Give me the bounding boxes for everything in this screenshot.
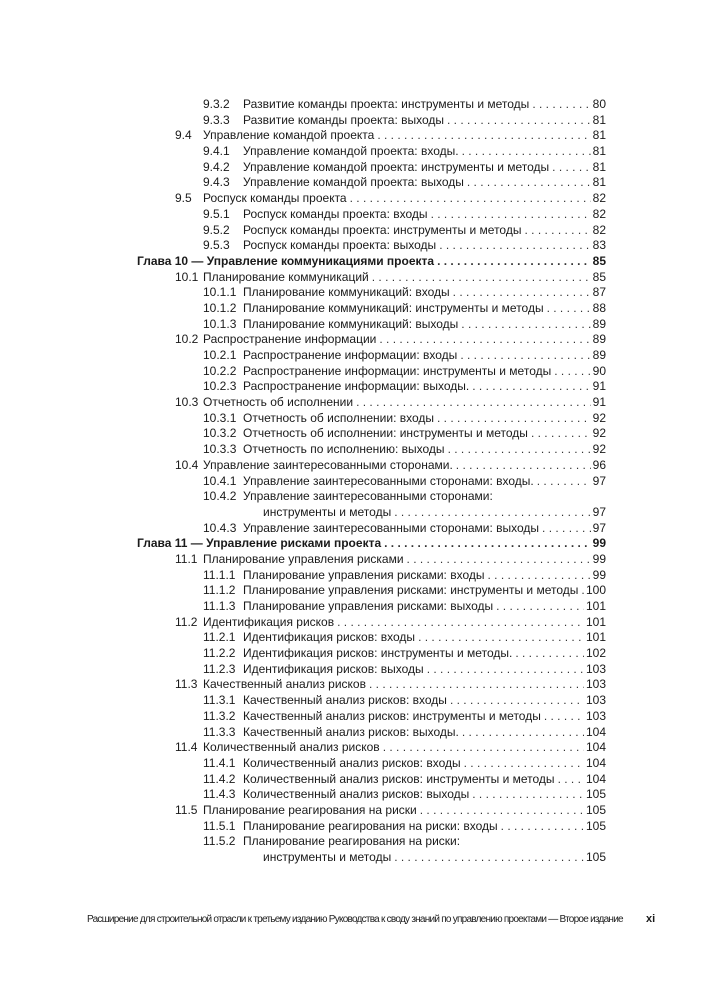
toc-entry[interactable]: [0, 317, 716, 333]
entry-line: [243, 144, 606, 160]
entry-line: [203, 552, 606, 568]
dot-leader: [431, 207, 591, 223]
entry-number: 11.2.1: [203, 630, 236, 645]
dot-leader: [472, 379, 590, 395]
dot-leader: [447, 113, 591, 129]
entry-line: [243, 207, 606, 223]
dot-leader: [453, 285, 591, 301]
dot-leader: [461, 317, 590, 333]
dot-leader: [460, 348, 590, 364]
entry-line: [243, 364, 606, 380]
entry-title: Отчетность об исполнении: входы: [243, 410, 435, 425]
entry-line: [243, 223, 606, 239]
dot-leader: [379, 332, 590, 348]
entry-page: 96: [592, 457, 606, 472]
entry-title: Распространение информации: выходы.: [243, 379, 470, 394]
entry-title: Планирование коммуникаций: входы: [243, 285, 450, 300]
toc-entry[interactable]: [0, 662, 716, 678]
entry-line: [137, 536, 606, 552]
entry-title: Роспуск команды проекта: инструменты и методы: [243, 222, 522, 237]
entry-page: 92: [592, 426, 606, 441]
dot-leader: [394, 850, 584, 866]
dot-leader: [384, 536, 591, 552]
dot-leader: [464, 756, 584, 772]
entry-title: Планирование реагирования на риски: входы: [243, 818, 498, 833]
entry-page: 105: [585, 850, 606, 864]
entry-line: [243, 568, 606, 584]
entry-page: 103: [585, 661, 606, 676]
entry-title-continuation: инструменты и методы: [263, 850, 392, 864]
dot-leader: [547, 301, 591, 317]
toc-entry[interactable]: [0, 693, 716, 709]
entry-line: [203, 332, 606, 348]
dot-leader: [552, 160, 590, 176]
dot-leader: [456, 458, 591, 474]
entry-number: 10.2.2: [203, 363, 237, 378]
toc-entry[interactable]: [0, 113, 716, 129]
entry-page: 105: [585, 802, 606, 817]
entry-number: 11.5.1: [203, 818, 236, 833]
entry-title: Качественный анализ рисков: выходы.: [243, 724, 459, 739]
entry-number: 11.4: [175, 740, 198, 755]
entry-number: 10.4.3: [203, 520, 237, 535]
entry-page: 82: [592, 222, 606, 237]
entry-page: 85: [592, 269, 606, 284]
entry-page: 101: [585, 630, 606, 645]
toc-entry[interactable]: [0, 364, 716, 380]
entry-line: [243, 725, 606, 741]
toc-entry[interactable]: [0, 819, 716, 835]
dot-leader: [372, 270, 591, 286]
toc-entry[interactable]: [0, 521, 716, 537]
entry-number: 11.5: [175, 802, 198, 817]
entry-number: 10.3: [175, 395, 199, 410]
toc-entry[interactable]: [0, 646, 716, 662]
entry-title: Распространение информации: [203, 332, 377, 347]
dot-leader: [542, 521, 591, 537]
toc-entry[interactable]: [0, 379, 716, 395]
entry-title: Качественный анализ рисков: входы: [243, 693, 447, 708]
entry-line: [263, 850, 606, 866]
entry-page: 82: [592, 191, 606, 206]
dot-leader: [369, 677, 584, 693]
entry-page: 89: [592, 332, 606, 347]
entry-line: [243, 113, 606, 129]
entry-line: [243, 599, 606, 615]
dot-leader: [439, 238, 590, 254]
entry-number: 10.4: [175, 457, 199, 472]
entry-line: [203, 128, 606, 144]
toc-entry[interactable]: [0, 395, 716, 411]
toc-entry[interactable]: [0, 285, 716, 301]
entry-page: 85: [592, 253, 606, 268]
entry-title: Количественный анализ рисков: [203, 740, 380, 755]
entry-title: Управление командой проекта: инструменты и методы: [243, 159, 550, 174]
toc-entry[interactable]: [0, 191, 716, 207]
entry-title: Идентификация рисков: [203, 614, 335, 629]
dot-leader: [501, 819, 584, 835]
entry-title: Планирование реагирования на риски: [203, 802, 417, 817]
toc-entry[interactable]: [0, 725, 716, 741]
entry-title: Развитие команды проекта: выходы: [243, 112, 445, 127]
entry-line: [243, 772, 606, 788]
toc-entry[interactable]: [0, 583, 716, 599]
entry-page: 81: [592, 144, 606, 159]
entry-page: 81: [592, 175, 606, 190]
entry-page: 92: [592, 442, 606, 457]
entry-page: 80: [592, 97, 606, 111]
entry-number: 10.2.1: [203, 348, 237, 362]
entry-line: [203, 270, 606, 286]
entry-line: [243, 662, 606, 678]
entry-page: 97: [592, 520, 606, 535]
page-number: xi: [646, 913, 656, 925]
entry-line: [243, 301, 606, 317]
toc-entry[interactable]: [0, 568, 716, 584]
entry-number: 9.5.1: [203, 206, 230, 221]
toc-entry[interactable]: [0, 128, 716, 144]
entry-line: [243, 317, 606, 333]
entry-line: [243, 834, 606, 850]
entry-title: Планирование коммуникаций: выходы: [243, 316, 459, 331]
dot-leader: [544, 709, 584, 725]
entry-page: 103: [585, 677, 606, 692]
entry-title: Управление командой проекта: входы.: [243, 144, 459, 159]
entry-title: Управление командой проекта: [203, 128, 375, 143]
entry-line: [203, 395, 606, 411]
entry-page: 104: [585, 771, 606, 786]
entry-number: 10.1.3: [203, 316, 237, 331]
entry-page: 103: [585, 693, 606, 708]
entry-number: 10.4.1: [203, 473, 237, 488]
entry-line: [243, 709, 606, 725]
dot-leader: [531, 426, 591, 442]
dot-leader: [418, 630, 584, 646]
entry-page: 91: [592, 379, 606, 394]
entry-number: 10.1: [175, 269, 199, 284]
entry-page: 89: [592, 316, 606, 331]
entry-line: [243, 442, 606, 458]
entry-line: [203, 677, 606, 693]
entry-number: 11.2.2: [203, 646, 236, 661]
entry-page: 97: [592, 473, 606, 488]
entry-line: [243, 160, 606, 176]
entry-title: Отчетность об исполнении: [203, 395, 354, 410]
toc-entry[interactable]: [0, 599, 716, 615]
toc-entry[interactable]: [0, 474, 716, 490]
entry-page: 104: [585, 740, 606, 755]
entry-page: 104: [585, 755, 606, 770]
entry-page: 81: [592, 128, 606, 143]
entry-page: 99: [592, 536, 606, 551]
entry-page: 99: [592, 567, 606, 582]
entry-page: 91: [592, 395, 606, 410]
entry-number: 11.4.1: [203, 755, 236, 770]
entry-number: 11.4.2: [203, 771, 236, 786]
entry-line: [243, 238, 606, 254]
dot-leader: [496, 599, 584, 615]
entry-page: 100: [585, 583, 606, 598]
entry-number: 10.2: [175, 332, 199, 347]
entry-number: 11.1.2: [203, 583, 236, 598]
toc-entry[interactable]: [0, 458, 716, 474]
entry-line: [243, 756, 606, 772]
entry-title: Планирование реагирования на риски:: [243, 834, 461, 849]
entry-line: [203, 615, 606, 631]
toc-entry[interactable]: [0, 207, 716, 223]
entry-number: 10.1.2: [203, 300, 237, 315]
entry-title: Планирование управления рисками: [203, 551, 404, 566]
toc-entry[interactable]: [0, 803, 716, 819]
dot-leader: [462, 144, 591, 160]
entry-line: [243, 474, 606, 490]
dot-leader: [350, 191, 591, 207]
entry-number: 9.5: [175, 191, 192, 206]
entry-line: [243, 630, 606, 646]
toc-chapter-entry[interactable]: [0, 254, 716, 270]
entry-page: 87: [592, 285, 606, 300]
entry-page: 90: [592, 363, 606, 378]
entry-title: Планирование управления рисками: выходы: [243, 599, 494, 613]
entry-title: Управление заинтересованными сторонами:: [243, 489, 493, 504]
entry-number: 9.4.3: [203, 175, 230, 190]
toc-entry[interactable]: [0, 160, 716, 176]
entry-line: [243, 819, 606, 835]
entry-title: Глава 11 — Управление рисками проекта: [137, 536, 382, 551]
dot-leader: [437, 254, 591, 270]
entry-title: Планирование коммуникаций: [203, 269, 369, 284]
dot-leader: [487, 568, 590, 584]
entry-title: Распространение информации: инструменты и методы: [243, 363, 552, 378]
entry-number: 11.3: [175, 677, 198, 692]
entry-title: Глава 10 — Управление коммуникациями проекта: [137, 253, 435, 268]
dot-leader: [437, 411, 591, 427]
entry-title: Управление заинтересованными сторонами.: [203, 457, 453, 472]
table-of-contents: [0, 97, 716, 866]
entry-title-continuation: инструменты и методы: [263, 504, 392, 519]
dot-leader: [467, 175, 591, 191]
toc-entry[interactable]: [0, 411, 716, 427]
entry-number: 11.1: [175, 551, 198, 566]
entry-number: 11.2.3: [203, 661, 236, 676]
entry-page: 89: [592, 348, 606, 362]
entry-number: 9.4.1: [203, 144, 230, 159]
entry-title: Идентификация рисков: инструменты и методы.: [243, 646, 513, 661]
entry-line: [243, 646, 606, 662]
entry-title: Управление командой проекта: выходы: [243, 175, 464, 190]
entry-line: [243, 97, 606, 113]
entry-line: [243, 379, 606, 395]
toc-entry[interactable]: [0, 787, 716, 803]
entry-page: 82: [592, 206, 606, 221]
entry-line: [243, 693, 606, 709]
entry-page: 102: [585, 646, 606, 661]
entry-page: 105: [585, 787, 606, 802]
entry-title: Количественный анализ рисков: входы: [243, 755, 461, 770]
toc-entry[interactable]: [0, 630, 716, 646]
toc-entry[interactable]: [0, 552, 716, 568]
entry-page: 92: [592, 410, 606, 425]
entry-line: [243, 426, 606, 442]
entry-title: Количественный анализ рисков: выходы: [243, 787, 470, 802]
entry-title: Планирование коммуникаций: инструменты и методы: [243, 300, 544, 315]
entry-number: 9.4.2: [203, 159, 230, 174]
toc-entry[interactable]: [0, 834, 716, 850]
entry-number: 11.3.2: [203, 708, 236, 723]
toc-entry[interactable]: [0, 144, 716, 160]
entry-line: [243, 348, 606, 364]
entry-title: Планирование управления рисками: входы: [243, 567, 485, 582]
entry-title: Управление заинтересованными сторонами: входы.: [243, 473, 534, 488]
entry-line: [203, 458, 606, 474]
toc-entry-continuation: [0, 850, 716, 866]
dot-leader: [420, 803, 584, 819]
entry-number: 11.4.3: [203, 787, 236, 802]
entry-page: 101: [585, 599, 606, 613]
dot-leader: [472, 787, 584, 803]
entry-number: 10.4.2: [203, 489, 237, 504]
toc-entry[interactable]: [0, 772, 716, 788]
toc-entry-continuation: [0, 505, 716, 521]
entry-number: 11.5.2: [203, 834, 236, 849]
entry-title: Распространение информации: входы: [243, 348, 458, 362]
entry-number: 9.3.2: [203, 97, 230, 111]
entry-number: 11.2: [175, 614, 198, 629]
dot-leader: [448, 442, 591, 458]
entry-number: 11.1.1: [203, 567, 236, 582]
dot-leader: [407, 552, 591, 568]
toc-chapter-entry[interactable]: [0, 536, 716, 552]
running-footer: Расширение для строительной отрасли к третьему изданию Руководства к своду знаний по управлению проектами — Второе издание: [87, 914, 623, 925]
entry-page: 97: [592, 504, 606, 519]
entry-line: [243, 787, 606, 803]
toc-entry[interactable]: [0, 97, 716, 113]
entry-line: [243, 521, 606, 537]
entry-title: Роспуск команды проекта: [203, 191, 347, 206]
entry-page: 99: [592, 551, 606, 566]
dot-leader: [383, 740, 584, 756]
toc-entry[interactable]: [0, 238, 716, 254]
dot-leader: [462, 725, 584, 741]
entry-title: Роспуск команды проекта: выходы: [243, 238, 437, 253]
entry-number: 9.3.3: [203, 112, 230, 127]
entry-number: 10.3.1: [203, 410, 237, 425]
toc-entry[interactable]: [0, 709, 716, 725]
entry-page: 81: [592, 159, 606, 174]
entry-line: [263, 505, 606, 521]
toc-entry[interactable]: [0, 175, 716, 191]
entry-page: 81: [592, 112, 606, 127]
entry-line: [137, 254, 606, 270]
toc-entry[interactable]: [0, 223, 716, 239]
dot-leader: [377, 128, 590, 144]
entry-title: Отчетность по исполнению: выходы: [243, 442, 445, 457]
entry-title: Роспуск команды проекта: входы: [243, 206, 428, 221]
entry-number: 9.4: [175, 128, 192, 143]
entry-number: 11.1.3: [203, 599, 236, 613]
entry-title: Планирование управления рисками: инструменты и методы: [243, 583, 579, 598]
entry-line: [243, 285, 606, 301]
dot-leader: [524, 223, 590, 239]
entry-title: Управление заинтересованными сторонами: выходы: [243, 520, 540, 535]
toc-entry[interactable]: [0, 301, 716, 317]
entry-page: 105: [585, 818, 606, 833]
dot-leader: [532, 97, 590, 113]
dot-leader: [554, 364, 590, 380]
entry-page: 101: [585, 614, 606, 629]
toc-entry[interactable]: [0, 270, 716, 286]
toc-entry[interactable]: [0, 740, 716, 756]
entry-page: 104: [585, 724, 606, 739]
dot-leader: [558, 772, 584, 788]
toc-entry[interactable]: [0, 442, 716, 458]
entry-number: 11.3.3: [203, 724, 236, 739]
entry-title: Развитие команды проекта: инструменты и методы: [243, 97, 530, 111]
dot-leader: [337, 615, 584, 631]
entry-number: 10.3.3: [203, 442, 237, 457]
entry-title: Качественный анализ рисков: инструменты и методы: [243, 708, 541, 723]
dot-leader: [427, 662, 584, 678]
entry-title: Идентификация рисков: входы: [243, 630, 416, 645]
entry-line: [243, 489, 606, 505]
toc-entry[interactable]: [0, 426, 716, 442]
entry-line: [243, 175, 606, 191]
entry-title: Идентификация рисков: выходы: [243, 661, 424, 676]
entry-number: 11.3.1: [203, 693, 236, 708]
entry-line: [203, 191, 606, 207]
dot-leader: [515, 646, 584, 662]
toc-entry[interactable]: [0, 677, 716, 693]
entry-number: 9.5.3: [203, 238, 230, 253]
entry-title: Количественный анализ рисков: инструменты и методы: [243, 771, 555, 786]
entry-page: 88: [592, 300, 606, 315]
entry-number: 9.5.2: [203, 222, 230, 237]
entry-number: 10.3.2: [203, 426, 237, 441]
entry-number: 10.1.1: [203, 285, 237, 300]
entry-number: 10.2.3: [203, 379, 237, 394]
entry-title: Отчетность об исполнении: инструменты и методы: [243, 426, 528, 441]
entry-page: 103: [585, 708, 606, 723]
toc-entry[interactable]: [0, 489, 716, 505]
entry-line: [243, 411, 606, 427]
dot-leader: [394, 505, 590, 521]
toc-entry[interactable]: [0, 756, 716, 772]
entry-page: 83: [592, 238, 606, 253]
entry-line: [203, 740, 606, 756]
entry-title: Качественный анализ рисков: [203, 677, 366, 692]
toc-entry[interactable]: [0, 332, 716, 348]
dot-leader: [537, 474, 591, 490]
dot-leader: [450, 693, 584, 709]
toc-entry[interactable]: [0, 615, 716, 631]
entry-line: [203, 803, 606, 819]
dot-leader: [356, 395, 591, 411]
entry-line: [243, 583, 606, 599]
toc-entry[interactable]: [0, 348, 716, 364]
